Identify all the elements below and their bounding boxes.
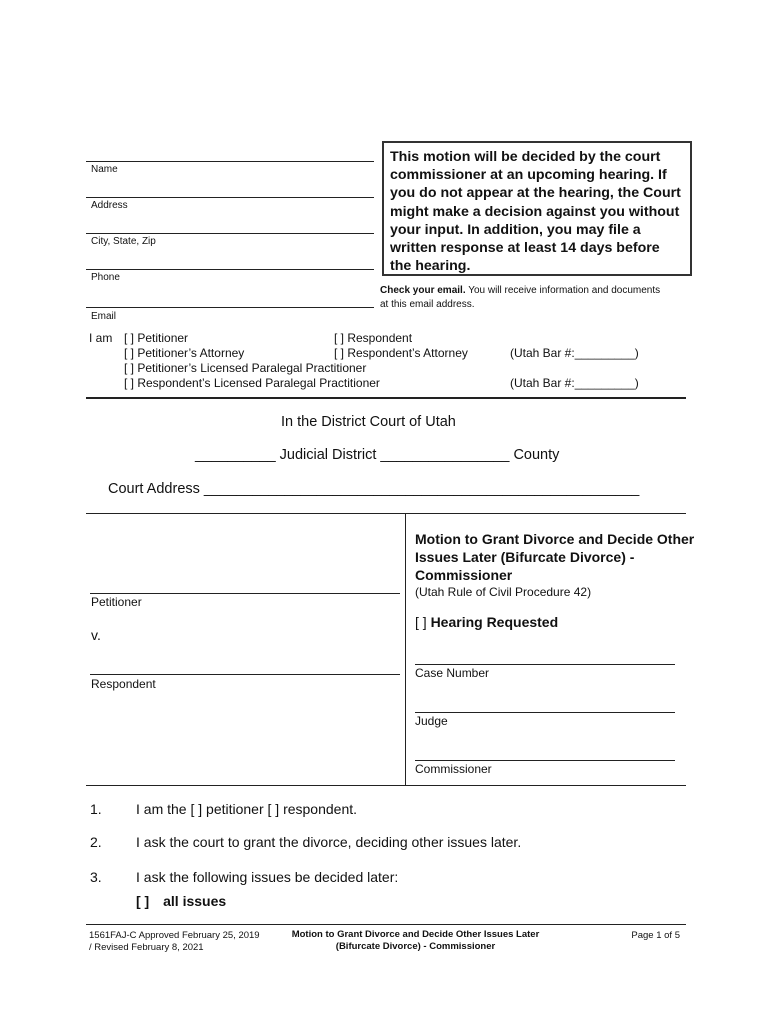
item-2-number: 2. <box>90 834 102 850</box>
phone-line[interactable] <box>86 269 374 270</box>
footer-form-title: Motion to Grant Divorce and Decide Other Issues Later (Bifurcate Divorce) - Commissioner <box>291 929 540 952</box>
item-2-text: I ask the court to grant the divorce, deciding other issues later. <box>136 834 522 850</box>
hearing-notice-text: This motion will be decided by the court commissioner at an upcoming hearing. If you do not appear at the hearing, the Court might make a decision against you without your input. In addition, you may file a written response at least 14 days before the hearing. <box>390 149 681 275</box>
judge-label: Judge <box>415 714 448 728</box>
petitioner-attorney-checkbox[interactable]: [ ] Petitioner’s Attorney <box>124 346 245 360</box>
commissioner-label: Commissioner <box>415 762 492 776</box>
commissioner-line[interactable] <box>415 760 675 761</box>
respondent-checkbox[interactable]: [ ] Respondent <box>334 331 413 345</box>
utah-bar-field-2[interactable]: (Utah Bar #:_________) <box>510 376 639 390</box>
utah-bar-field-1[interactable]: (Utah Bar #:_________) <box>510 346 639 360</box>
hearing-notice-box <box>382 141 692 276</box>
caption-bottom-line <box>86 785 686 786</box>
hearing-requested-label: Hearing Requested <box>430 614 559 630</box>
hearing-box: [ ] <box>415 614 427 630</box>
name-label: Name <box>91 164 118 175</box>
judicial-district-county[interactable]: __________ Judicial District ________________ County <box>195 447 560 463</box>
all-issues-label: all issues <box>163 893 227 909</box>
check-email-bold: Check your email. <box>380 285 466 296</box>
respondent-attorney-checkbox[interactable]: [ ] Respondent’s Attorney <box>334 346 468 360</box>
item-3-text: I ask the following issues be decided later: <box>136 869 399 885</box>
court-title: In the District Court of Utah <box>281 414 456 430</box>
check-email-rest: You will receive information and documents at this email address. <box>380 285 661 310</box>
address-line[interactable] <box>86 197 374 198</box>
respondent-label: Respondent <box>91 677 156 691</box>
footer-divider <box>86 924 686 925</box>
phone-label: Phone <box>91 272 120 283</box>
court-address[interactable]: Court Address ______________________________________________________ <box>108 481 640 497</box>
city-state-zip-label: City, State, Zip <box>91 236 156 247</box>
all-issues-box: [ ] <box>136 893 150 909</box>
section-divider <box>86 397 686 399</box>
all-issues-checkbox[interactable] <box>136 893 226 909</box>
footer-form-number: 1561FAJ-C Approved February 25, 2019 / Revised February 8, 2021 <box>89 930 260 953</box>
i-am-label: I am <box>89 331 113 345</box>
judge-line[interactable] <box>415 712 675 713</box>
motion-title: Motion to Grant Divorce and Decide Other Issues Later (Bifurcate Divorce) - Commissioner <box>415 531 695 583</box>
email-line[interactable] <box>86 307 374 308</box>
check-email-note <box>380 284 670 312</box>
hearing-requested-checkbox[interactable] <box>415 614 558 630</box>
caption-vertical-line <box>405 513 406 785</box>
case-number-label: Case Number <box>415 666 490 680</box>
footer-page-number: Page 1 of 5 <box>631 930 680 941</box>
item-3-number: 3. <box>90 869 102 885</box>
respondent-lpp-checkbox[interactable]: [ ] Respondent’s Licensed Paralegal Practitioner <box>124 376 380 390</box>
email-label: Email <box>91 311 117 322</box>
item-1-number: 1. <box>90 801 102 817</box>
caption-top-line <box>86 513 686 514</box>
petitioner-label: Petitioner <box>91 595 142 609</box>
rule-reference: (Utah Rule of Civil Procedure 42) <box>415 585 592 599</box>
name-line[interactable] <box>86 161 374 162</box>
petitioner-name-line[interactable] <box>90 593 400 594</box>
petitioner-lpp-checkbox[interactable]: [ ] Petitioner’s Licensed Paralegal Practitioner <box>124 361 367 375</box>
versus-label: v. <box>91 627 101 643</box>
case-number-line[interactable] <box>415 664 675 665</box>
city-state-zip-line[interactable] <box>86 233 374 234</box>
item-1-text[interactable]: I am the [ ] petitioner [ ] respondent. <box>136 801 358 817</box>
petitioner-checkbox[interactable]: [ ] Petitioner <box>124 331 189 345</box>
address-label: Address <box>91 200 128 211</box>
respondent-name-line[interactable] <box>90 674 400 675</box>
